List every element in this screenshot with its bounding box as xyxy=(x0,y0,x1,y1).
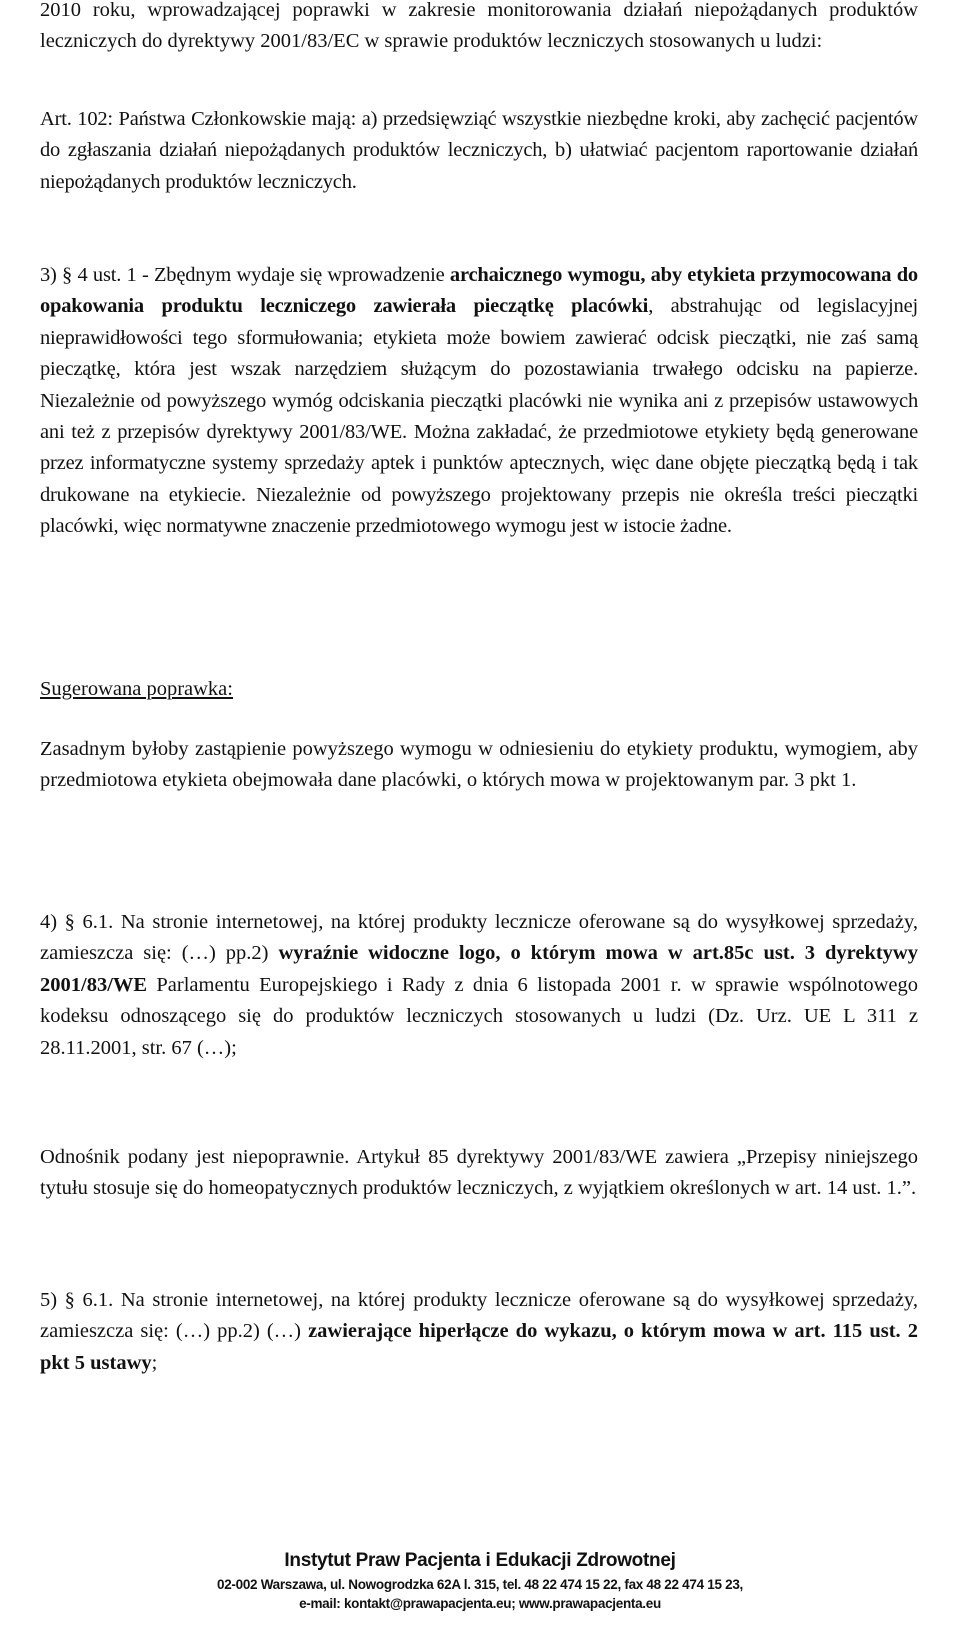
footer-organization: Instytut Praw Pacjenta i Edukacji Zdrowotnej xyxy=(284,1550,676,1571)
item-4-lead: 4) § 6.1. Na stronie internetowej, na której produkty lecznicze oferowane są do wysyłkowej sprzedaży, zamieszcza się: (…) pp.2) xyxy=(40,911,918,965)
item-5-emphasis: zawierające hiperłącze do wykazu, o którym mowa w art. 115 ust. 2 pkt 5 ustawy xyxy=(40,1320,918,1374)
paragraph-text: 2010 roku, wprowadzającej poprawki w zakresie monitorowania działań niepożądanych produktów leczniczych do dyrektywy 2001/83/EC w sprawie produktów leczniczych stosowanych u ludzi: xyxy=(40,0,918,53)
item-5-lead: 5) § 6.1. Na stronie internetowej, na której produkty lecznicze oferowane są do wysyłkowej sprzedaży, zamieszcza się: (…) pp.2) (…) xyxy=(40,1289,918,1343)
item-5-rest: ; xyxy=(151,1351,158,1374)
comment-4-block xyxy=(40,1142,918,1205)
item-4-emphasis: wyraźnie widoczne logo, o którym mowa w art.85c ust. 3 dyrektywy 2001/83/WE xyxy=(40,942,918,996)
item-3-rest: , abstrahując od legislacyjnej nieprawidłowości tego sformułowania; etykieta może bowiem zawierać odcisk pieczątki, nie zaś samą pieczątkę, która jest wszak narzędziem służącym do pozostawiania trwałego odcisku na papierze. Niezależnie od powyższego wymóg odciskania pieczątki placówki nie wynika ani z przepisów ustawowych ani też z przepisów dyrektywy 2001/83/WE. Można zakładać, że przedmiotowe etykiety będą generowane przez informatyczne systemy sprzedaży aptek i punktów aptecznych, więc dane objęte pieczątką będą i tak drukowane na etykiecie. Niezależnie od powyższego projektowany przepis nie określa treści pieczątki placówki, więc normatywne znaczenie przedmiotowego wymogu jest w istocie żadne. xyxy=(40,295,918,538)
suggestion-heading: Sugerowana poprawka: xyxy=(40,678,233,700)
item-3-lead: 3) § 4 ust. 1 - Zbędnym wydaje się wprowadzenie xyxy=(40,264,450,286)
paragraph-text: Art. 102: Państwa Członkowskie mają: a) przedsięwziąć wszystkie niezbędne kroki, aby zachęcić pacjentów do zgłaszania działań niepożądanych produktów leczniczych, b) ułatwiać pacjentom raportowanie działań niepożądanych produktów leczniczych. xyxy=(40,108,918,193)
item-4-text xyxy=(40,907,918,1064)
suggestion-text: Zasadnym byłoby zastąpienie powyższego wymogu w odniesieniu do etykiety produktu, wymogiem, aby przedmiotowa etykieta obejmowała dane placówki, o których mowa w projektowanym par. 3 pkt 1. xyxy=(40,738,918,792)
suggestion-block xyxy=(40,734,918,797)
item-3 xyxy=(40,260,918,543)
footer-contact: e-mail: kontakt@prawapacjenta.eu; www.prawapacjenta.eu xyxy=(299,1596,661,1611)
comment-4-text: Odnośnik podany jest niepoprawnie. Artykuł 85 dyrektywy 2001/83/WE zawiera „Przepisy niniejszego tytułu stosuje się do homeopatycznych produktów leczniczych, z wyjątkiem określonych w art. 14 ust. 1.”. xyxy=(40,1146,918,1200)
footer-address: 02-002 Warszawa, ul. Nowogrodzka 62A l. 315, tel. 48 22 474 15 22, fax 48 22 474 15 23, xyxy=(217,1577,743,1592)
paragraph-art-102 xyxy=(40,104,918,198)
suggestion-heading-block xyxy=(40,674,918,705)
item-3-emphasis: archaicznego wymogu, aby etykieta przymocowana do opakowania produktu leczniczego zawierała pieczątkę placówki xyxy=(40,264,918,318)
item-5 xyxy=(40,1285,918,1379)
item-5-text xyxy=(40,1285,918,1379)
page-footer xyxy=(0,1547,960,1613)
item-4 xyxy=(40,907,918,1064)
paragraph-intro xyxy=(40,0,918,58)
item-4-rest: Parlamentu Europejskiego i Rady z dnia 6 listopada 2001 r. w sprawie wspólnotowego kodeksu odnoszącego się do produktów leczniczych stosowanych u ludzi (Dz. Urz. UE L 311 z 28.11.2001, str. 67 (…); xyxy=(40,973,918,1059)
item-3-text xyxy=(40,260,918,543)
